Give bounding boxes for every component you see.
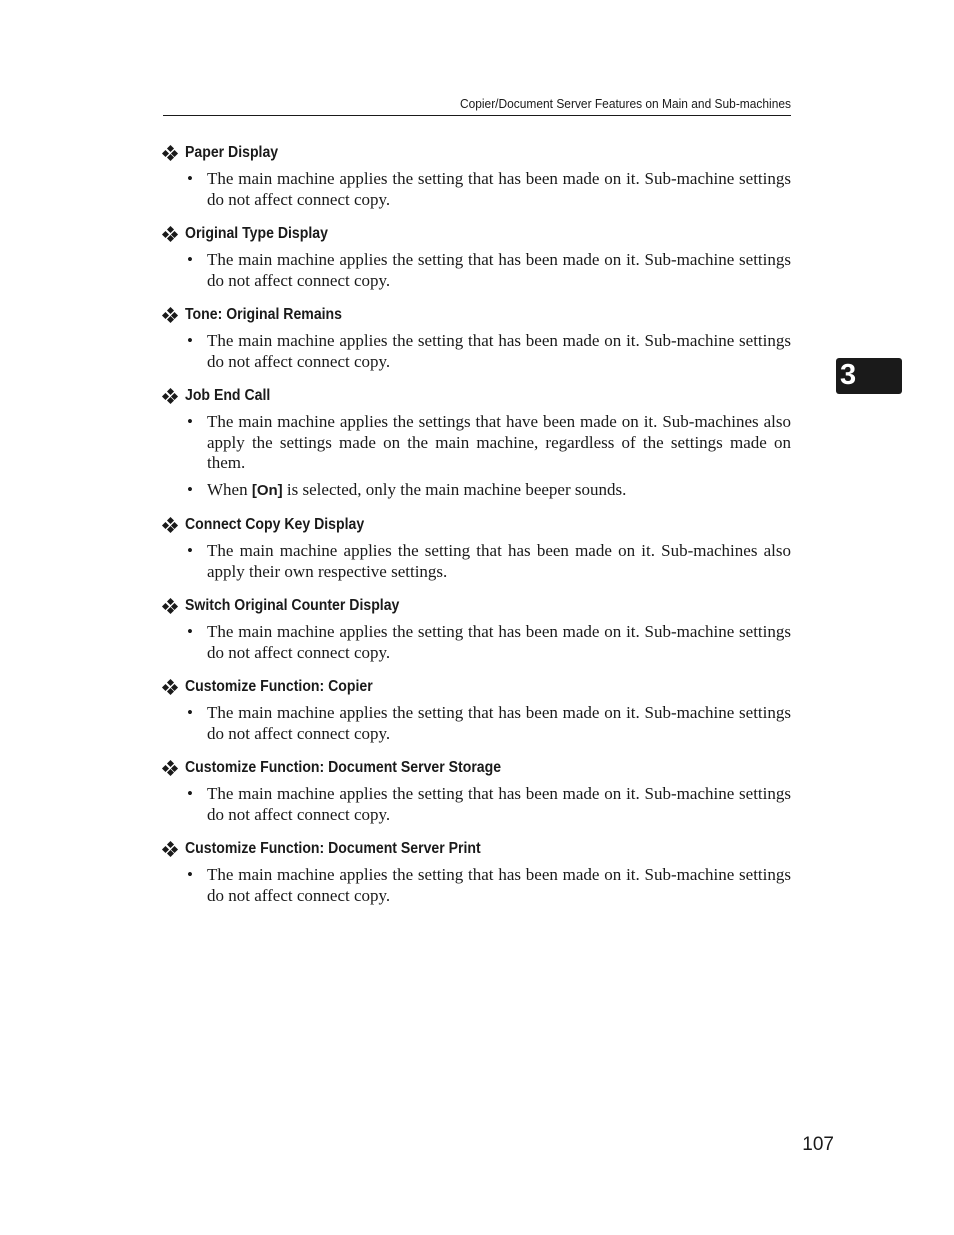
header-rule [163, 115, 791, 116]
list-item-text: The main machine applies the setting that has been made on it. Sub-machine settings do not affect connect copy. [207, 784, 791, 824]
page-number: 107 [802, 1134, 834, 1155]
on-key-label: [On] [251, 481, 283, 499]
list-item [163, 250, 791, 291]
list-item-text: The main machine applies the setting that has been made on it. Sub-machine settings do not affect connect copy. [207, 169, 791, 209]
list-item [163, 703, 791, 744]
list-item-text: The main machine applies the settings that have been made on it. Sub-machines also apply the settings made on the main machine, regardless of the settings made on them. [207, 412, 791, 472]
list-item [163, 622, 791, 663]
section-heading [163, 384, 791, 408]
section-title: Customize Function: Document Server Print [185, 840, 481, 857]
section-heading [163, 837, 791, 861]
list-item [163, 541, 791, 582]
section-heading [163, 141, 791, 165]
section-heading [163, 675, 791, 699]
bullet-list [163, 703, 791, 744]
section-title: Paper Display [185, 144, 279, 161]
bullet-list [163, 622, 791, 663]
bullet-list [163, 412, 791, 501]
bullet-list [163, 250, 791, 291]
section-title: Customize Function: Document Server Storage [185, 759, 502, 776]
section-paper-display [163, 141, 791, 210]
bullet-icon: • [187, 703, 193, 722]
list-item-text-suffix: is selected, only the main machine beeper sounds. [282, 479, 627, 499]
list-item-text-prefix: When [207, 479, 252, 499]
bullet-icon: • [187, 865, 193, 884]
section-title: Connect Copy Key Display [185, 516, 365, 533]
list-item-text: The main machine applies the setting that has been made on it. Sub-machine settings do not affect connect copy. [207, 622, 791, 662]
section-heading [163, 513, 791, 537]
section-title: Customize Function: Copier [185, 678, 373, 695]
list-item [163, 865, 791, 906]
list-item [163, 480, 791, 502]
list-item-text: The main machine applies the setting that has been made on it. Sub-machine settings do not affect connect copy. [207, 865, 791, 905]
chapter-tab [836, 358, 902, 394]
list-item [163, 412, 791, 474]
section-heading [163, 303, 791, 327]
bullet-list [163, 865, 791, 906]
section-title: Tone: Original Remains [185, 306, 342, 323]
section-customize-function-document-server-storage [163, 756, 791, 825]
list-item-text: The main machine applies the setting that has been made on it. Sub-machine settings do not affect connect copy. [207, 703, 791, 743]
list-item-text: The main machine applies the setting that has been made on it. Sub-machine settings do not affect connect copy. [207, 250, 791, 290]
list-item [163, 331, 791, 372]
list-item-text: The main machine applies the setting that has been made on it. Sub-machines also apply their own respective settings. [207, 541, 791, 581]
four-diamond-icon [163, 599, 177, 613]
running-header: Copier/Document Server Features on Main and Sub-machines [459, 96, 791, 111]
four-diamond-icon [163, 227, 177, 241]
section-switch-original-counter-display [163, 594, 791, 663]
section-tone-original-remains [163, 303, 791, 372]
bullet-icon: • [187, 250, 193, 269]
bullet-icon: • [187, 622, 193, 641]
bullet-icon: • [187, 169, 193, 188]
list-item-text: The main machine applies the setting that has been made on it. Sub-machine settings do not affect connect copy. [207, 331, 791, 371]
bullet-list [163, 331, 791, 372]
section-heading [163, 594, 791, 618]
bullet-list [163, 169, 791, 210]
section-title: Switch Original Counter Display [185, 597, 400, 614]
bullet-icon: • [187, 331, 193, 350]
bullet-icon: • [187, 479, 193, 499]
bullet-list [163, 784, 791, 825]
four-diamond-icon [163, 308, 177, 322]
section-title: Job End Call [185, 387, 271, 404]
chapter-number: 3 [840, 359, 857, 391]
bullet-icon: • [187, 784, 193, 803]
four-diamond-icon [163, 146, 177, 160]
four-diamond-icon [163, 680, 177, 694]
four-diamond-icon [163, 761, 177, 775]
content [163, 141, 791, 918]
section-customize-function-copier [163, 675, 791, 744]
bullet-icon: • [187, 541, 193, 560]
section-heading [163, 222, 791, 246]
four-diamond-icon [163, 842, 177, 856]
list-item [163, 169, 791, 210]
four-diamond-icon [163, 518, 177, 532]
section-connect-copy-key-display [163, 513, 791, 582]
section-title: Original Type Display [185, 225, 328, 242]
section-job-end-call [163, 384, 791, 501]
section-customize-function-document-server-print [163, 837, 791, 906]
list-item [163, 784, 791, 825]
section-heading [163, 756, 791, 780]
four-diamond-icon [163, 389, 177, 403]
section-original-type-display [163, 222, 791, 291]
bullet-list [163, 541, 791, 582]
bullet-icon: • [187, 412, 193, 431]
